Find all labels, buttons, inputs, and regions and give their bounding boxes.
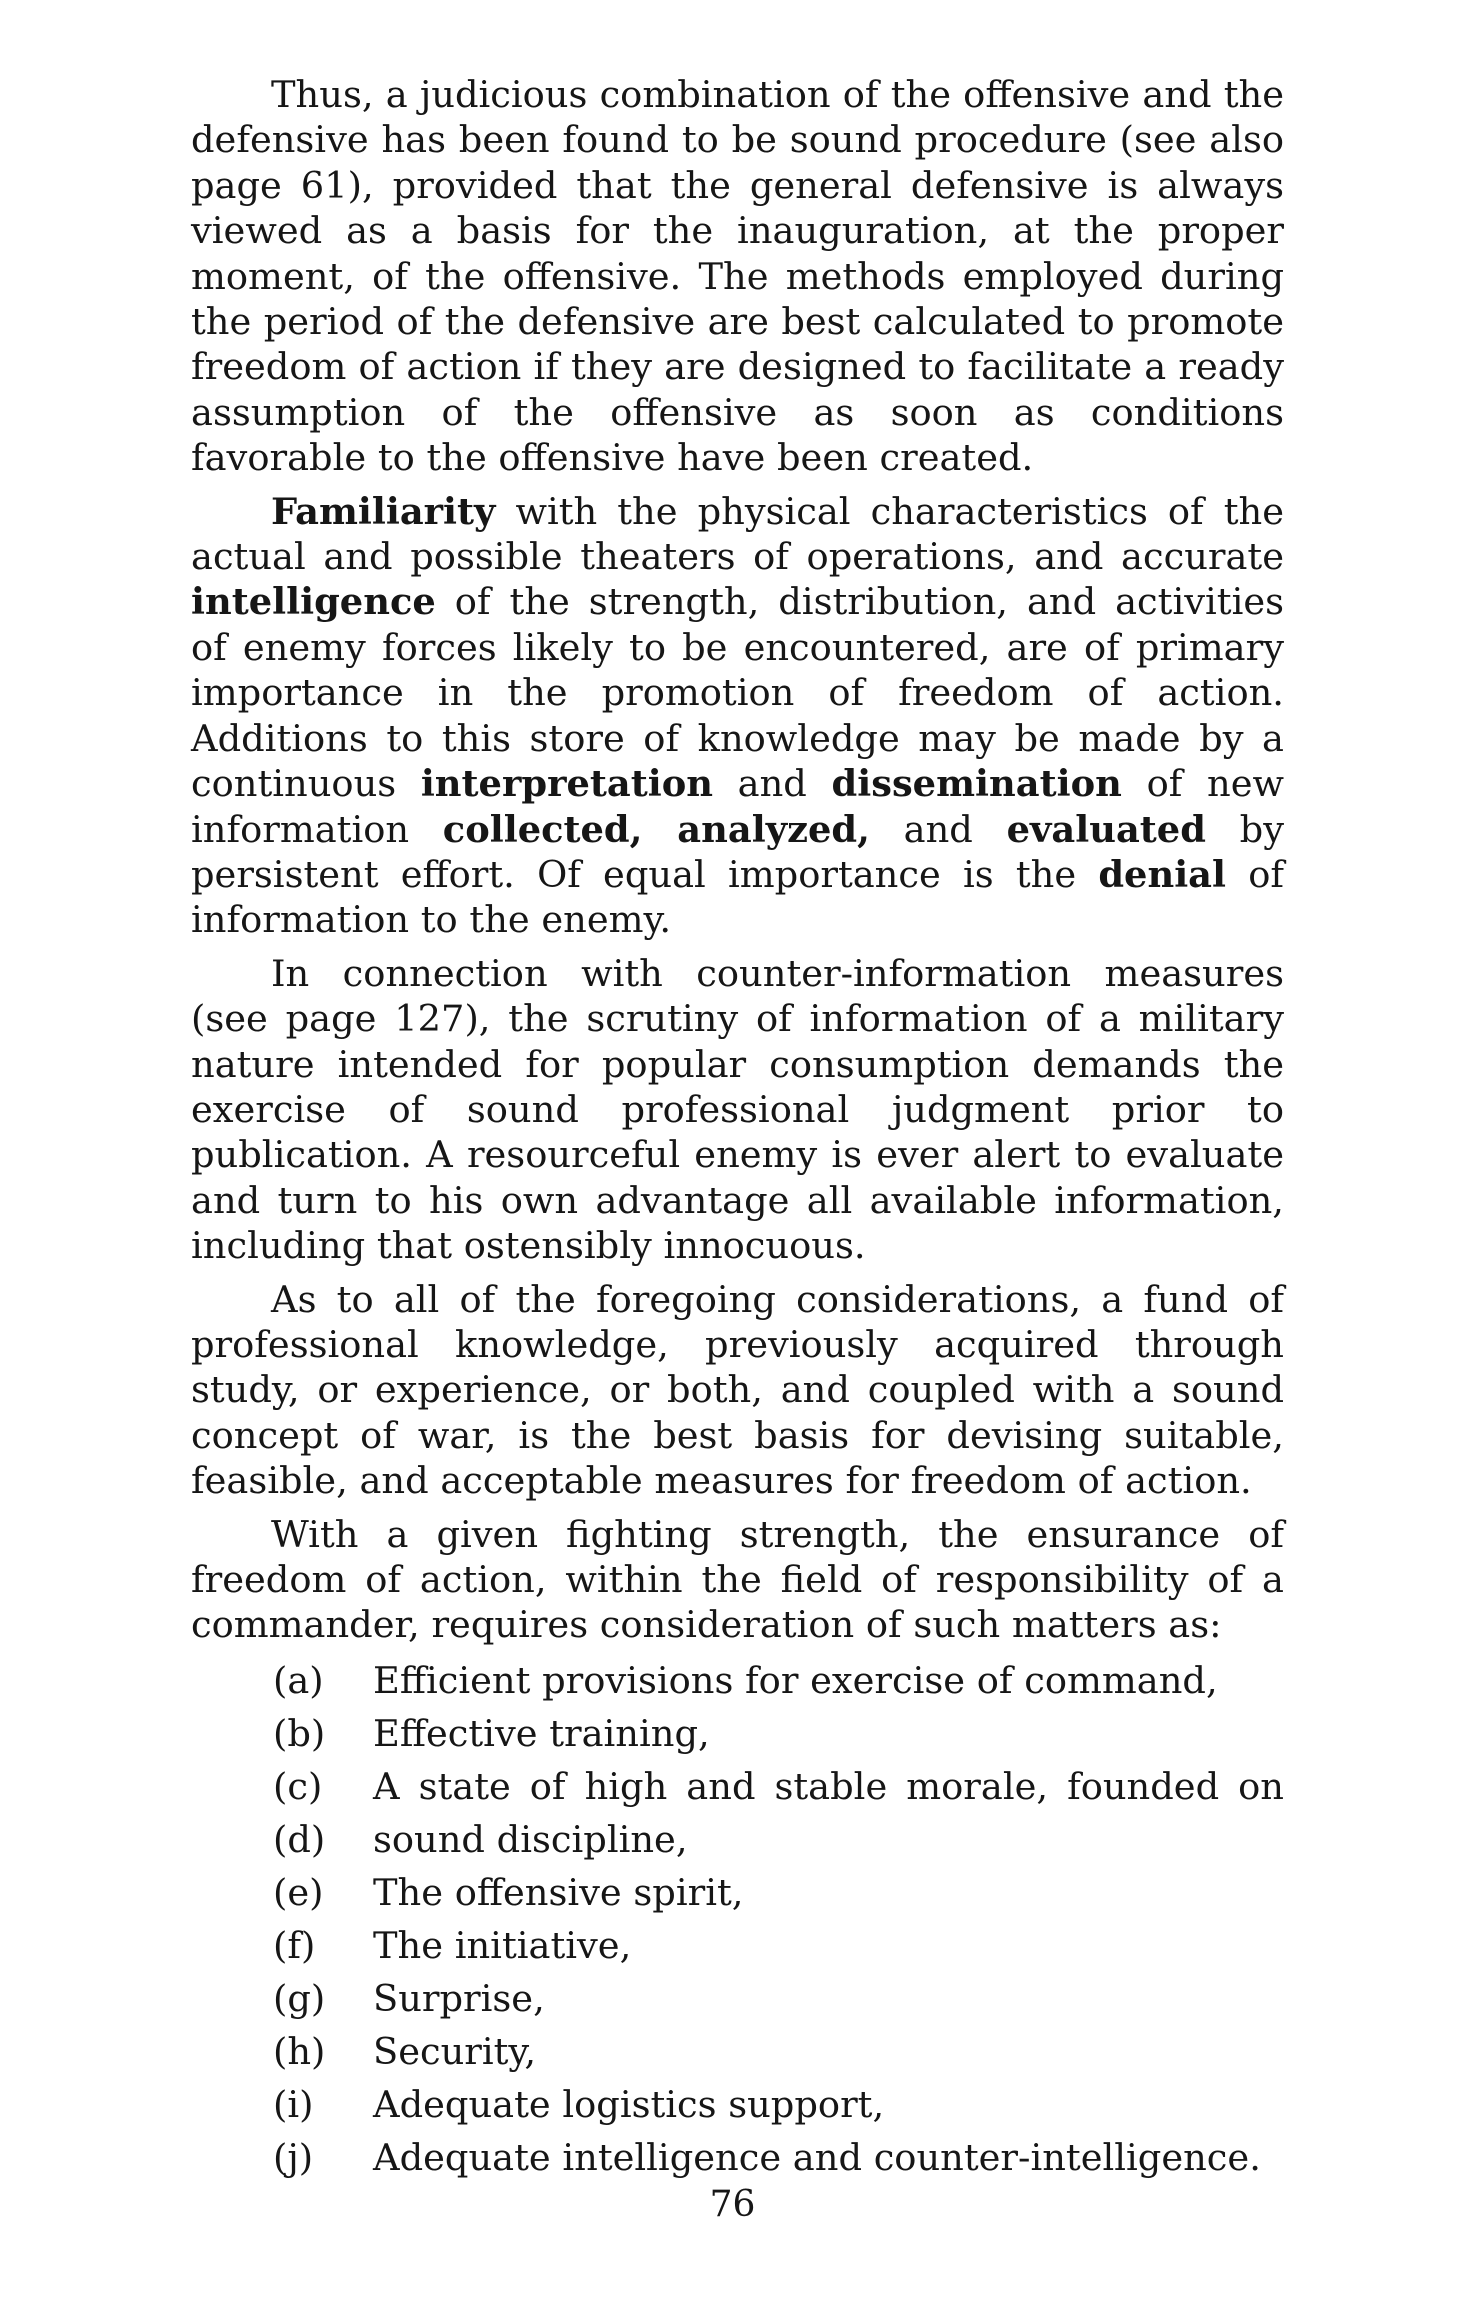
list-item-label: (a) [273, 1658, 324, 1702]
list-item-label: (j) [273, 2135, 314, 2179]
text-run: In connection with counter-information measures (see page 127), the scrutiny of information of a military nature intended for popular consumption demands the exercise of sound professional judgment prior to publication. A resourceful enemy is ever alert to evaluate and turn to his own advantage all available information, including that ostensibly innocuous. [191, 951, 1284, 1268]
list-item [191, 1976, 1284, 2029]
bold-term: Familiarity [271, 488, 496, 533]
paragraph [191, 1277, 1284, 1504]
list-item-text: Adequate logistics support, [373, 2082, 885, 2126]
list-item-text: Adequate intelligence and counter-intelligence. [373, 2135, 1261, 2179]
list-item-label: (e) [273, 1870, 324, 1914]
bold-term: denial [1098, 851, 1227, 896]
list-item-text: Security, [373, 2029, 537, 2073]
list-item-text: Effective training, [373, 1711, 710, 1755]
text-run: with the physical characteristics of the actual and possible theaters of operations, and accurate [191, 489, 1284, 579]
list-item-text: Surprise, [373, 1976, 545, 2020]
paragraph [191, 72, 1284, 481]
text-run: of the strength, distribution, and activities of enemy forces likely to be encountered, are of primary importance in the promotion of freedom of action. Additions to this store of knowledge may be made by a continuous [191, 580, 1284, 806]
bold-term: collected, analyzed, [442, 806, 870, 851]
bold-term: intelligence [191, 579, 436, 624]
list-item [191, 2029, 1284, 2082]
list-item [191, 1817, 1284, 1870]
text-run: and [869, 807, 1007, 851]
bold-term: dissemination [831, 761, 1122, 806]
bold-term: interpretation [420, 761, 713, 806]
list-item [191, 1711, 1284, 1764]
list-item-label: (g) [273, 1976, 326, 2020]
list-item-label: (i) [273, 2082, 314, 2126]
list-item [191, 1923, 1284, 1976]
list-item-text: The initiative, [373, 1923, 632, 1967]
body-text [191, 72, 1284, 2188]
list-item-label: (h) [273, 2029, 326, 2073]
list-item-text: A state of high and stable morale, founded on [373, 1764, 1284, 1808]
paragraphs [191, 72, 1284, 1648]
text-run: As to all of the foregoing considerations, a fund of professional knowledge, previously acquired through study, or experience, or both, and coupled with a sound concept of war, is the best basis for devising suitable, feasible, and acceptable measures for freedom of action. [191, 1277, 1284, 1503]
list-item [191, 2082, 1284, 2135]
paragraph [191, 1512, 1284, 1648]
list-item-text: sound discipline, [373, 1817, 688, 1861]
list-item [191, 2135, 1284, 2188]
text-run: With a given fighting strength, the ensurance of freedom of action, within the field of responsibility of a commander, requires consideration of such matters as: [191, 1512, 1284, 1647]
list-item-label: (d) [273, 1817, 326, 1861]
text-run: of information to the enemy. [191, 852, 1284, 942]
list-item [191, 1658, 1284, 1711]
list-item-label: (c) [273, 1764, 323, 1808]
text-run: by persistent effort. Of equal importance is the [191, 807, 1284, 896]
list-item [191, 1870, 1284, 1923]
text-run: and [713, 762, 832, 806]
list-item [191, 1764, 1284, 1817]
list-item-text: Efficient provisions for exercise of command, [373, 1658, 1218, 1702]
list-item-label: (f) [273, 1923, 316, 1967]
text-run: of new information [191, 762, 1284, 851]
page-number: 76 [709, 2184, 756, 2225]
matters-list [191, 1658, 1284, 2188]
paragraph [191, 951, 1284, 1269]
paragraph [191, 489, 1284, 943]
list-item-text: The offensive spirit, [373, 1870, 744, 1914]
text-run: Thus, a judicious combination of the offensive and the defensive has been found to be sound procedure (see also page 61), provided that the general defensive is always viewed as a basis for the inauguration, at the proper moment, of the offensive. The methods employed during the period of the defensive are best calculated to promote freedom of action if they are designed to facilitate a ready assumption of the offensive as soon as conditions favorable to the offensive have been created. [191, 73, 1284, 480]
list-item-label: (b) [273, 1711, 326, 1755]
bold-term: evaluated [1006, 806, 1206, 851]
